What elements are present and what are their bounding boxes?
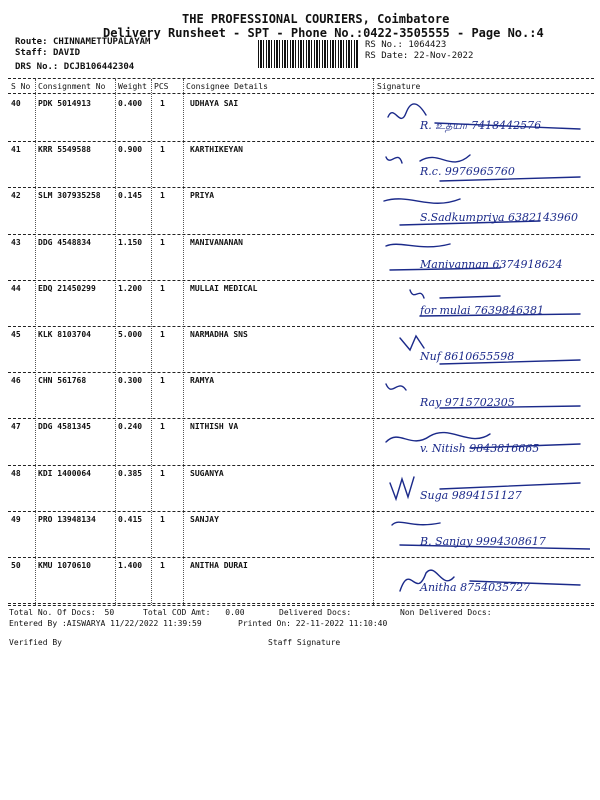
handwritten-signature xyxy=(380,376,590,420)
footer-rule xyxy=(8,605,594,606)
cell-pcs: 1 xyxy=(160,514,165,524)
rs-date-label: RS Date: xyxy=(365,51,409,61)
route-label: Route: xyxy=(15,37,48,47)
row-separator xyxy=(8,418,594,419)
row-separator xyxy=(8,465,594,466)
cell-sno: 41 xyxy=(11,145,21,155)
cell-consignment: PDK 5014913 xyxy=(38,99,91,108)
cell-consignment: KDI 1400064 xyxy=(38,468,91,478)
cell-consignment: KRR 5549588 xyxy=(38,145,91,155)
cell-sno: 43 xyxy=(11,237,21,247)
total-cod-label: Total COD Amt: xyxy=(143,608,211,617)
handwritten-signature xyxy=(380,145,590,189)
signature-text: v. Nitish 9843816665 xyxy=(420,442,540,456)
cell-weight: 5.000 xyxy=(118,330,143,339)
cell-sno: 45 xyxy=(11,330,21,339)
drs-label: DRS No.: xyxy=(15,62,59,72)
cell-consignee: SUGANYA xyxy=(190,468,224,478)
total-docs-value: 50 xyxy=(104,608,115,617)
signature-text: R. உதயா 7418442576 xyxy=(420,119,542,132)
staff-label: Staff: xyxy=(15,48,48,58)
cell-consignee: UDHAYA SAI xyxy=(190,99,239,108)
rs-no-value: 1064423 xyxy=(408,40,447,50)
cell-consignment: DDG 4581345 xyxy=(38,422,91,432)
total-cod-value: 0.00 xyxy=(225,608,245,617)
row-separator xyxy=(8,187,594,188)
col-weight: Weight xyxy=(118,82,147,91)
cell-sno: 42 xyxy=(11,191,21,201)
rs-no-line xyxy=(365,40,446,50)
rs-date-value: 22-Nov-2022 xyxy=(413,51,474,61)
cell-consignment: CHN 561768 xyxy=(38,376,87,386)
col-pcs: PCS xyxy=(154,82,169,91)
handwritten-signature xyxy=(380,330,590,374)
cell-weight: 0.385 xyxy=(118,468,143,478)
cell-consignee: MANIVANANAN xyxy=(190,237,243,247)
non-delivered-docs-label: Non Delivered Docs: xyxy=(400,608,492,617)
cell-weight: 0.240 xyxy=(118,422,143,432)
runsheet-title: Delivery Runsheet - SPT - Phone No.:0422-3505555 - Page No.:4 xyxy=(103,26,544,40)
col-signature: Signature xyxy=(377,82,421,91)
handwritten-signature xyxy=(380,422,590,466)
signature-text: B. Sanjay 9994308617 xyxy=(420,534,546,548)
row-separator xyxy=(8,557,594,558)
cell-consignment: PRO 13948134 xyxy=(38,514,96,524)
cell-consignee: RAMYA xyxy=(190,376,215,386)
company-name: THE PROFESSIONAL COURIERS, Coimbatore xyxy=(182,12,450,26)
row-separator xyxy=(8,372,594,373)
header-top-rule xyxy=(8,78,594,79)
handwritten-signature xyxy=(380,99,590,143)
cell-pcs: 1 xyxy=(160,376,165,386)
staff-value: DAVID xyxy=(52,48,81,58)
cell-consignment: EDQ 21450299 xyxy=(38,283,96,293)
cell-sno: 50 xyxy=(11,561,21,570)
cell-weight: 0.900 xyxy=(118,145,143,155)
drs-line xyxy=(15,62,134,72)
handwritten-signature xyxy=(380,561,590,605)
col-consignee: Consignee Details xyxy=(186,82,268,91)
handwritten-signature xyxy=(380,469,590,513)
col-sep xyxy=(373,79,374,605)
cell-sno: 46 xyxy=(11,376,21,386)
route-line xyxy=(15,37,150,47)
header-bottom-rule xyxy=(8,93,594,94)
cell-pcs: 1 xyxy=(160,468,165,478)
cell-pcs: 1 xyxy=(160,330,165,339)
handwritten-signature xyxy=(380,191,590,235)
total-cod xyxy=(143,608,245,617)
handwritten-signature xyxy=(380,238,590,282)
col-consignment: Consignment No xyxy=(38,82,106,91)
total-docs xyxy=(9,608,114,617)
signature-text: for mulai 7639846381 xyxy=(420,303,545,317)
cell-consignment: KLK 8103704 xyxy=(38,330,91,339)
rs-date-line xyxy=(365,51,473,61)
signature-text: Nuf 8610655598 xyxy=(420,350,515,363)
cell-weight: 0.400 xyxy=(118,99,143,108)
cell-consignee: MULLAI MEDICAL xyxy=(190,283,258,293)
row-separator xyxy=(8,280,594,281)
signature-text: Manivannan 6374918624 xyxy=(420,257,563,271)
signature-text: Ray 9715702305 xyxy=(420,396,515,410)
cell-pcs: 1 xyxy=(160,99,165,108)
delivered-docs-label: Delivered Docs: xyxy=(279,608,352,617)
cell-pcs: 1 xyxy=(160,422,165,432)
cell-sno: 40 xyxy=(11,99,21,108)
total-docs-label: Total No. Of Docs: xyxy=(9,608,96,617)
cell-consignee: NARMADHA SNS xyxy=(190,330,248,339)
barcode xyxy=(258,40,358,68)
signature-text: R.c. 9976965760 xyxy=(420,165,515,179)
cell-pcs: 1 xyxy=(160,191,165,201)
printed-on: Printed On: 22-11-2022 11:10:40 xyxy=(238,619,388,628)
signature-text: S.Sadkumpriya 6382143960 xyxy=(420,211,579,225)
col-sep xyxy=(35,79,36,605)
cell-consignee: ANITHA DURAI xyxy=(190,561,248,570)
drs-value: DCJB106442304 xyxy=(63,62,135,72)
col-sep xyxy=(151,79,152,605)
cell-pcs: 1 xyxy=(160,283,165,293)
cell-weight: 0.415 xyxy=(118,514,143,524)
cell-weight: 1.200 xyxy=(118,283,143,293)
cell-weight: 0.300 xyxy=(118,376,143,386)
cell-weight: 1.150 xyxy=(118,237,143,247)
cell-consignee: SANJAY xyxy=(190,514,219,524)
rs-no-label: RS No.: xyxy=(365,40,403,50)
cell-sno: 49 xyxy=(11,514,21,524)
row-separator xyxy=(8,141,594,142)
cell-pcs: 1 xyxy=(160,237,165,247)
handwritten-signature xyxy=(380,515,590,559)
cell-pcs: 1 xyxy=(160,561,165,570)
cell-weight: 0.145 xyxy=(118,191,143,201)
cell-consignee: NITHISH VA xyxy=(190,422,239,432)
col-sep xyxy=(183,79,184,605)
signature-text: Suga 9894151127 xyxy=(420,488,522,502)
cell-consignment: SLM 307935258 xyxy=(38,191,101,201)
row-separator xyxy=(8,326,594,327)
staff-line xyxy=(15,48,80,58)
col-sno: S No xyxy=(11,82,31,91)
staff-signature: Staff Signature xyxy=(268,638,341,647)
route-value: CHINNAMETTUPALAYAM xyxy=(52,37,151,47)
cell-weight: 1.400 xyxy=(118,561,143,570)
cell-sno: 47 xyxy=(11,422,21,432)
row-separator xyxy=(8,511,594,512)
cell-sno: 48 xyxy=(11,468,21,478)
cell-pcs: 1 xyxy=(160,145,165,155)
cell-sno: 44 xyxy=(11,283,21,293)
verified-by: Verified By xyxy=(9,638,62,647)
signature-text: Anitha 8754035727 xyxy=(420,581,531,594)
cell-consignee: PRIYA xyxy=(190,191,215,201)
handwritten-signature xyxy=(380,284,590,328)
cell-consignment: DDG 4548834 xyxy=(38,237,91,247)
col-sep xyxy=(115,79,116,605)
entered-by: Entered By :AISWARYA 11/22/2022 11:39:59 xyxy=(9,619,202,628)
row-separator xyxy=(8,234,594,235)
cell-consignee: KARTHIKEYAN xyxy=(190,145,243,155)
cell-consignment: KMU 1070610 xyxy=(38,561,91,570)
